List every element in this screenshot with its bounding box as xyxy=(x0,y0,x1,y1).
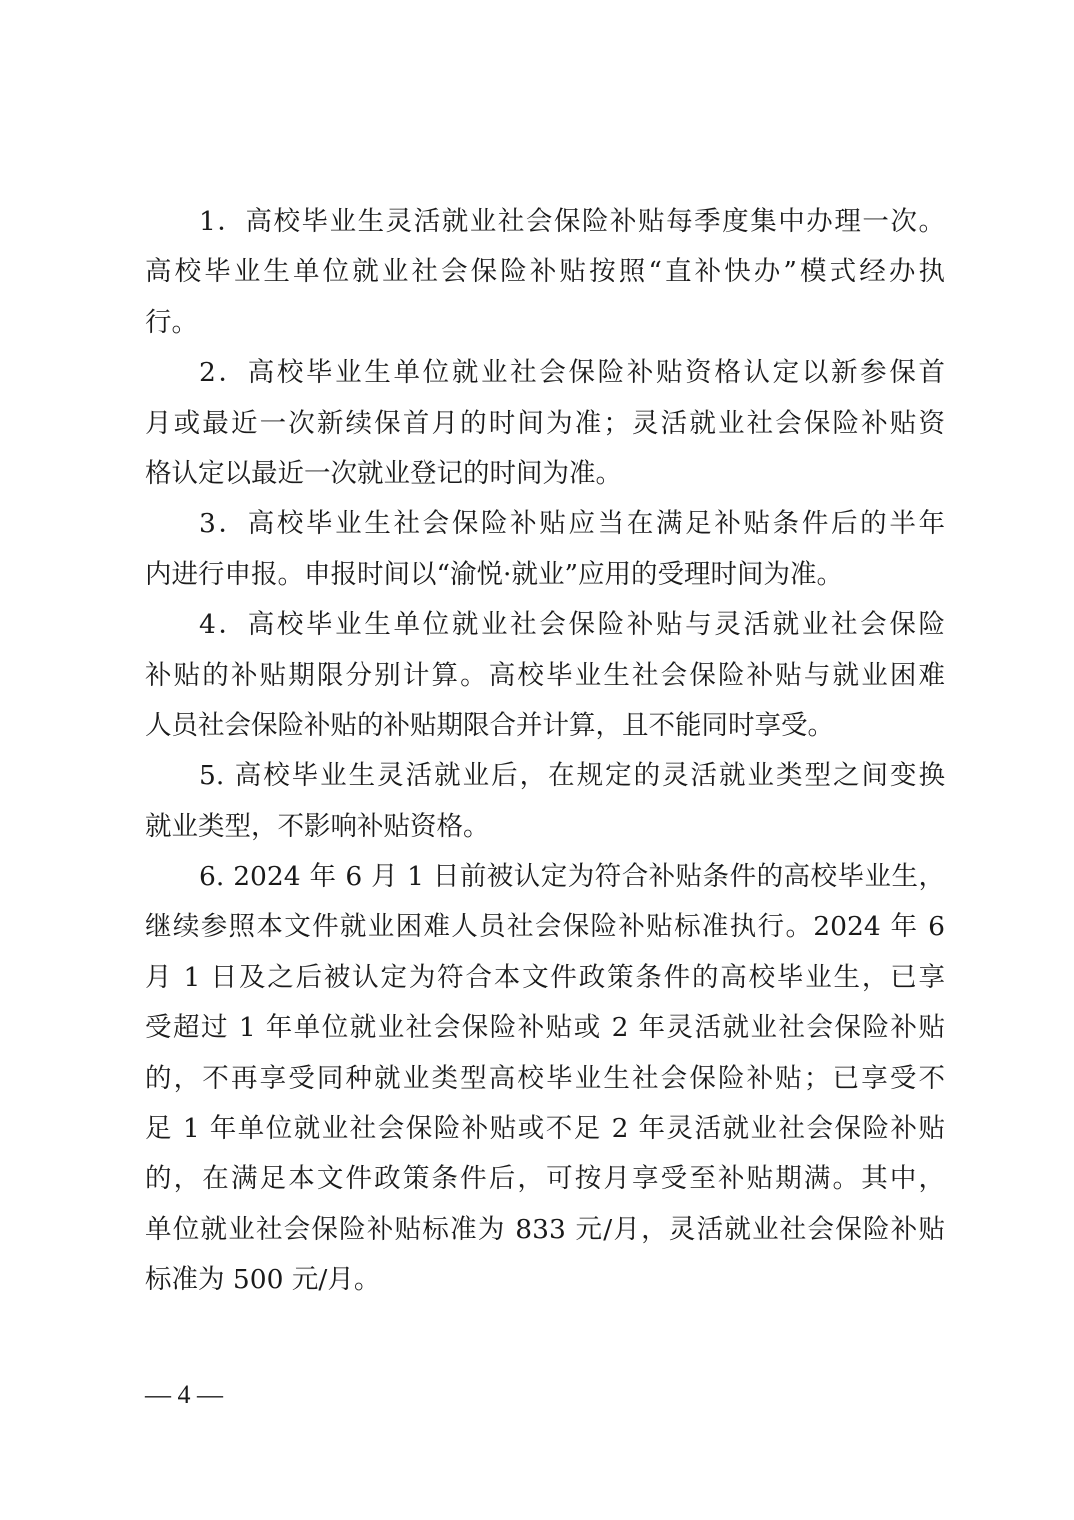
text-line: 补贴的补贴期限分别计算。高校毕业生社会保险补贴与就业困难 xyxy=(145,659,945,691)
text-line: 1．高校毕业生灵活就业社会保险补贴每季度集中办理一次。 xyxy=(199,206,945,237)
paragraph-2 xyxy=(145,348,945,499)
paragraph-1 xyxy=(145,197,945,348)
text-line: 2．高校毕业生单位就业社会保险补贴资格认定以新参保首 xyxy=(199,357,945,389)
text-line: 足 1 年单位就业社会保险补贴或不足 2 年灵活就业社会保险补贴 xyxy=(145,1113,945,1145)
page-number: — 4 — xyxy=(145,1380,223,1409)
text-line: 月 1 日及之后被认定为符合本文件政策条件的高校毕业生，已享 xyxy=(145,961,945,993)
paragraph-3 xyxy=(145,499,945,600)
text-line: 4．高校毕业生单位就业社会保险补贴与灵活就业社会保险 xyxy=(199,609,945,641)
text-line: 格认定以最近一次就业登记的时间为准。 xyxy=(145,457,622,489)
document-body xyxy=(145,197,945,1306)
text-line: 就业类型，不影响补贴资格。 xyxy=(145,810,490,842)
text-line: 5. 高校毕业生灵活就业后，在规定的灵活就业类型之间变换 xyxy=(199,760,945,792)
text-line: 高校毕业生单位就业社会保险补贴按照“直补快办”模式经办执 xyxy=(145,256,945,288)
text-line: 月或最近一次新续保首月的时间为准；灵活就业社会保险补贴资 xyxy=(145,407,945,439)
paragraph-4 xyxy=(145,600,945,751)
paragraph-5 xyxy=(145,751,945,852)
text-line: 的，在满足本文件政策条件后，可按月享受至补贴期满。其中， xyxy=(145,1163,945,1195)
text-line: 标准为 500 元/月。 xyxy=(145,1264,381,1296)
paragraph-6 xyxy=(145,852,945,1306)
text-line: 继续参照本文件就业困难人员社会保险补贴标准执行。2024 年 6 xyxy=(145,911,945,943)
text-line: 人员社会保险补贴的补贴期限合并计算，且不能同时享受。 xyxy=(145,709,834,741)
text-line: 的，不再享受同种就业类型高校毕业生社会保险补贴；已享受不 xyxy=(145,1062,945,1094)
text-line: 6. 2024 年 6 月 1 日前被认定为符合补贴条件的高校毕业生， xyxy=(199,861,945,893)
text-line: 受超过 1 年单位就业社会保险补贴或 2 年灵活就业社会保险补贴 xyxy=(145,1012,945,1044)
text-line: 单位就业社会保险补贴标准为 833 元/月，灵活就业社会保险补贴 xyxy=(145,1213,945,1245)
text-line: 内进行申报。申报时间以“渝悦·就业”应用的受理时间为准。 xyxy=(145,558,844,590)
text-line: 行。 xyxy=(145,306,198,338)
text-line: 3．高校毕业生社会保险补贴应当在满足补贴条件后的半年 xyxy=(199,508,945,540)
